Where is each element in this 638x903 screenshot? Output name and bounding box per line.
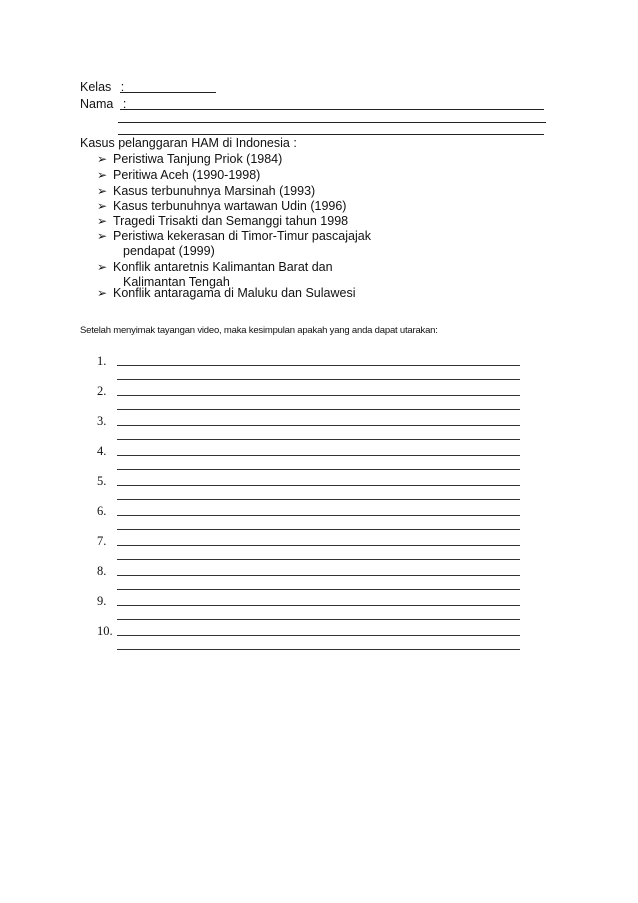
case-text-line-1: Peristiwa Tanjung Priok (1984) bbox=[113, 152, 283, 166]
answer-row bbox=[97, 534, 527, 564]
case-item bbox=[97, 152, 282, 167]
case-text-line-1: Peristiwa kekerasan di Timor-Timur pascajajak bbox=[113, 229, 371, 243]
case-text-line-1: Kasus terbunuhnya Marsinah (1993) bbox=[113, 184, 316, 198]
answer-row bbox=[97, 444, 527, 474]
answer-row bbox=[97, 624, 527, 654]
answer-line[interactable] bbox=[117, 425, 520, 426]
answer-line[interactable] bbox=[117, 545, 520, 546]
arrow-bullet-icon: ➢ bbox=[97, 260, 108, 274]
kelas-label: Kelas bbox=[80, 80, 112, 94]
answer-number: 4. bbox=[97, 444, 107, 458]
nama-field-line-1[interactable] bbox=[120, 109, 544, 110]
arrow-bullet-icon: ➢ bbox=[97, 184, 108, 198]
answer-line[interactable] bbox=[117, 635, 520, 636]
answer-number: 9. bbox=[97, 594, 107, 608]
arrow-bullet-icon: ➢ bbox=[97, 152, 108, 166]
nama-field-line-3[interactable] bbox=[118, 134, 544, 135]
arrow-bullet-icon: ➢ bbox=[97, 214, 108, 228]
case-text bbox=[113, 184, 315, 199]
answer-line[interactable] bbox=[117, 365, 520, 366]
answer-line[interactable] bbox=[117, 515, 520, 516]
answer-line[interactable] bbox=[117, 559, 520, 560]
instruction-text: Setelah menyimak tayangan video, maka kesimpulan apakah yang anda dapat utarakan: bbox=[80, 325, 438, 336]
case-text-line-1: Peritiwa Aceh (1990-1998) bbox=[113, 168, 261, 182]
answer-row bbox=[97, 384, 527, 414]
answer-number: 2. bbox=[97, 384, 107, 398]
answer-row bbox=[97, 414, 527, 444]
case-text-line-2: Kalimantan Tengah bbox=[123, 275, 230, 289]
case-text bbox=[113, 199, 346, 214]
answer-line[interactable] bbox=[117, 379, 520, 380]
answer-line[interactable] bbox=[117, 395, 520, 396]
answer-number: 6. bbox=[97, 504, 107, 518]
answer-number: 10. bbox=[97, 624, 113, 638]
nama-label: Nama bbox=[80, 97, 114, 111]
case-text bbox=[113, 229, 371, 259]
kelas-row bbox=[80, 80, 124, 94]
nama-field-line-2[interactable] bbox=[118, 122, 546, 123]
answer-line[interactable] bbox=[117, 605, 520, 606]
answer-line[interactable] bbox=[117, 575, 520, 576]
case-item bbox=[97, 184, 315, 199]
case-text-line-1: Kasus terbunuhnya wartawan Udin (1996) bbox=[113, 199, 347, 213]
case-text-line-1: Konflik antaragama di Maluku dan Sulawesi bbox=[113, 286, 356, 300]
cases-title: Kasus pelanggaran HAM di Indonesia : bbox=[80, 136, 297, 150]
answer-row bbox=[97, 474, 527, 504]
kelas-separator: : bbox=[120, 80, 125, 94]
arrow-bullet-icon: ➢ bbox=[97, 286, 108, 300]
case-text bbox=[113, 286, 356, 301]
answer-line[interactable] bbox=[117, 469, 520, 470]
answer-row bbox=[97, 354, 527, 384]
case-item bbox=[97, 286, 356, 301]
nama-separator: : bbox=[122, 97, 127, 111]
answer-line[interactable] bbox=[117, 529, 520, 530]
case-item bbox=[97, 168, 260, 183]
kelas-field[interactable] bbox=[120, 92, 216, 93]
answer-number: 1. bbox=[97, 354, 107, 368]
arrow-bullet-icon: ➢ bbox=[97, 229, 108, 243]
answer-line[interactable] bbox=[117, 455, 520, 456]
answer-line[interactable] bbox=[117, 485, 520, 486]
case-text bbox=[113, 152, 282, 167]
arrow-bullet-icon: ➢ bbox=[97, 168, 108, 182]
case-text-line-1: Tragedi Trisakti dan Semanggi tahun 1998 bbox=[113, 214, 349, 228]
answer-number: 5. bbox=[97, 474, 107, 488]
answer-line[interactable] bbox=[117, 589, 520, 590]
case-text bbox=[113, 168, 260, 183]
case-text-line-1: Konflik antaretnis Kalimantan Barat dan bbox=[113, 260, 333, 274]
arrow-bullet-icon: ➢ bbox=[97, 199, 108, 213]
answer-line[interactable] bbox=[117, 619, 520, 620]
answer-number: 8. bbox=[97, 564, 107, 578]
case-item bbox=[97, 199, 346, 214]
answer-line[interactable] bbox=[117, 499, 520, 500]
case-text bbox=[113, 214, 348, 229]
case-text-line-2: pendapat (1999) bbox=[123, 244, 215, 258]
answer-number: 3. bbox=[97, 414, 107, 428]
case-item bbox=[97, 214, 348, 229]
answer-line[interactable] bbox=[117, 439, 520, 440]
answer-line[interactable] bbox=[117, 409, 520, 410]
case-item bbox=[97, 229, 371, 259]
answer-row bbox=[97, 504, 527, 534]
answer-row bbox=[97, 594, 527, 624]
answer-row bbox=[97, 564, 527, 594]
answer-line[interactable] bbox=[117, 649, 520, 650]
answer-number: 7. bbox=[97, 534, 107, 548]
